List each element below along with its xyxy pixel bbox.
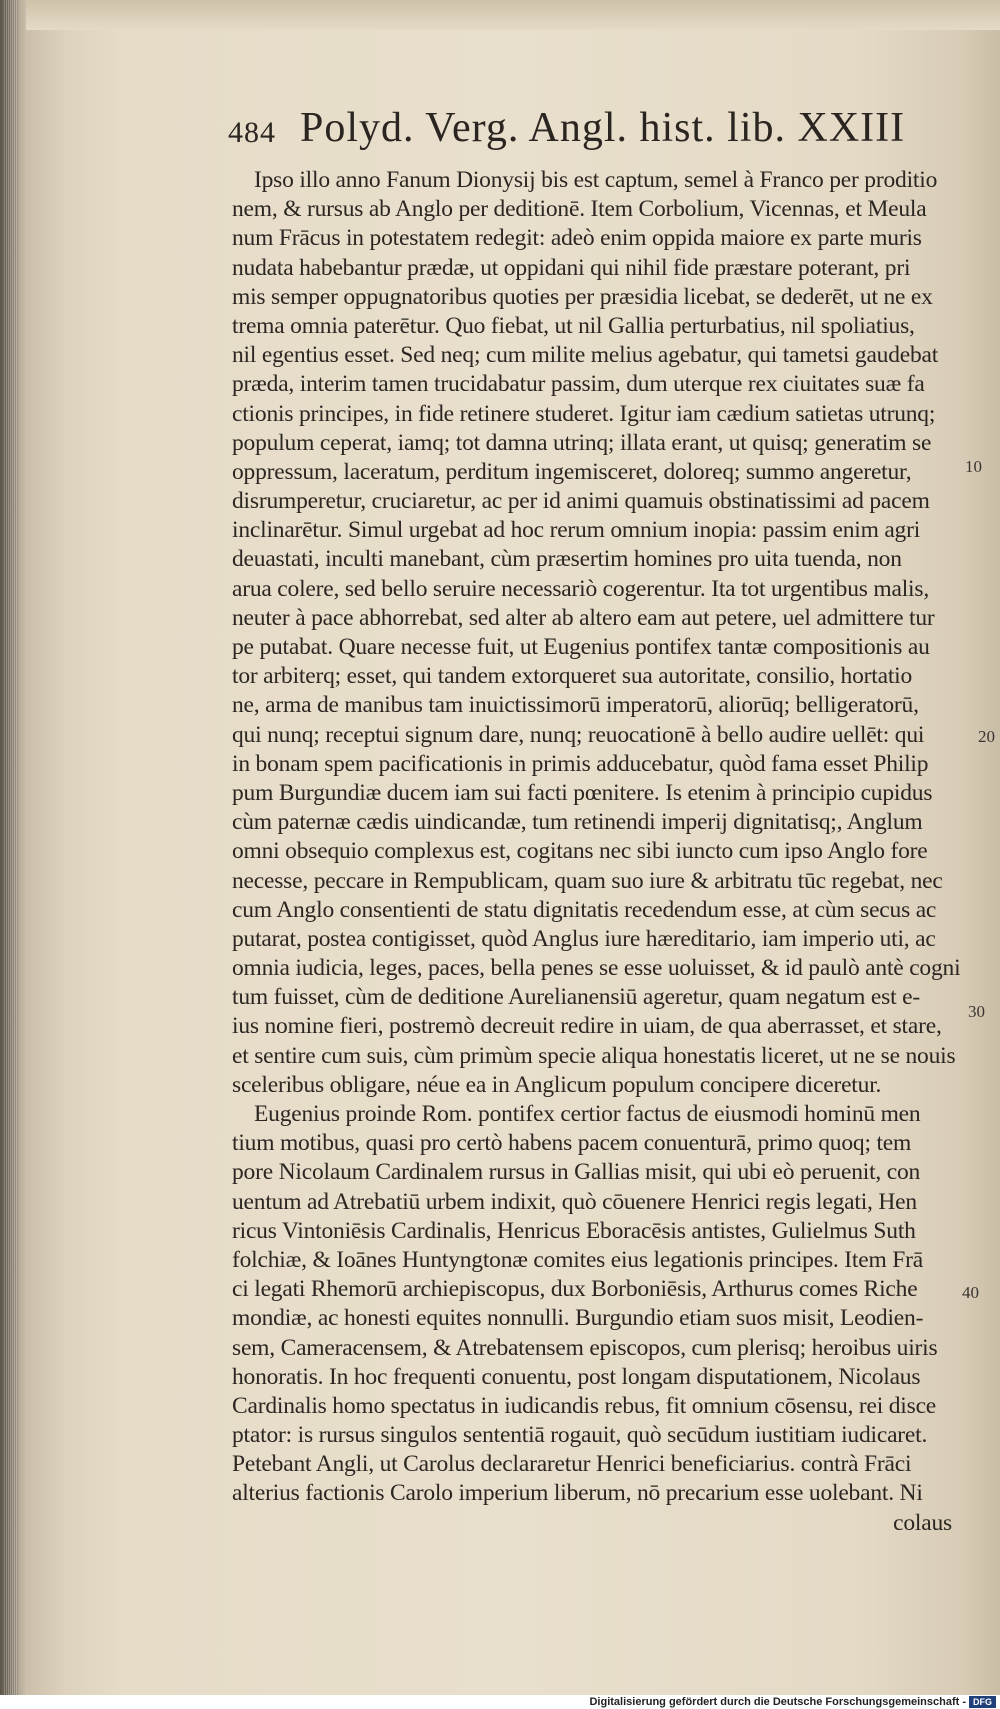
text-line: mis semper oppugnatoribus quoties per præsidia licebat, se dederēt, ut ne ex xyxy=(232,283,933,310)
text-line: Petebant Angli, ut Carolus declararetur Henrici beneficiarius. contrà Frāci xyxy=(232,1451,912,1478)
running-title: Polyd. Verg. Angl. hist. lib. XXIII xyxy=(300,105,906,151)
text-line: ptator: is rursus singulos sententiā rogauit, quò secūdum iustitiam iudicaret. xyxy=(232,1422,928,1449)
text-line: deuastati, inculti manebant, cùm præsertim homines pro uita tuenda, non xyxy=(232,546,902,573)
text-line: tor arbiterq; esset, qui tandem extorqueret sua autoritate, consilio, hortatio xyxy=(232,663,913,690)
text-line: uentum ad Atrebatiū urbem indixit, quò cōuenere Henrici regis legati, Hen xyxy=(232,1188,917,1215)
text-line: sceleribus obligare, néue ea in Anglicum populum concipere diceretur. xyxy=(232,1071,882,1098)
text-line: honoratis. In hoc frequenti conuentu, post longam disputationem, Nicolaus xyxy=(232,1363,921,1390)
text-line: Cardinalis homo spectatus in iudicandis rebus, fit omnium cōsensu, rei disce xyxy=(232,1392,937,1419)
footer-credit: Digitalisierung gefördert durch die Deutsche Forschungsgemeinschaft - xyxy=(589,1696,966,1708)
text-line: Eugenius proinde Rom. pontifex certior factus de eiusmodi hominū men xyxy=(254,1101,921,1127)
text-line: ci legati Rhemorū archiepiscopus, dux Borboniēsis, Arthurus comes Riche xyxy=(232,1276,918,1303)
text-line: arua colere, sed bello seruire necessariò cogerentur. Ita tot urgentibus malis, xyxy=(232,575,929,602)
text-line: cùm paternæ cædis uindicandæ, tum retinendi imperij dignitatisq;, Anglum xyxy=(232,809,923,836)
text-line: nem, & rursus ab Anglo per deditionē. Item Corbolium, Vicennas, et Meula xyxy=(232,196,927,223)
text-line: trema omnia paterētur. Quo fiebat, ut nil Gallia perturbatius, nil spoliatius, xyxy=(232,312,915,339)
text-line: cum Anglo consentienti de statu dignitatis recedendum esse, at cùm secus ac xyxy=(232,896,937,923)
text-line: putarat, postea contigisset, quòd Anglus iure hæreditario, iam imperio uti, ac xyxy=(232,925,936,952)
text-line: ricus Vintoniēsis Cardinalis, Henricus Eboracēsis antistes, Gulielmus Suth xyxy=(232,1217,916,1244)
text-line: Ipso illo anno Fanum Dionysij bis est captum, semel à Franco per proditio xyxy=(254,167,938,193)
margin-line-number: 20 xyxy=(978,727,995,746)
text-line: præda, interim tamen trucidabatur passim, dum uterque rex ciuitates suæ fa xyxy=(232,371,925,398)
text-line: tium motibus, quasi pro certò habens pacem conuenturā, primo quoq; tem xyxy=(232,1130,912,1157)
text-line: et sentire cum suis, cùm primùm specie aliqua honestatis liceret, ut ne se nouis xyxy=(232,1042,956,1069)
text-line: necesse, peccare in Rempublicam, quam suo iure & arbitratu tūc regebat, nec xyxy=(232,867,943,894)
text-line: sem, Cameracensem, & Atrebatensem episcopos, cum plerisq; heroibus uiris xyxy=(232,1334,938,1361)
dfg-logo: DFG xyxy=(969,1696,996,1708)
text-line: oppressum, laceratum, perditum ingemisceret, doloreq; summo angeretur, xyxy=(232,458,912,485)
text-line: nil egentius esset. Sed neq; cum milite melius agebatur, qui tametsi gaudebat xyxy=(232,342,939,369)
text-line: omnia iudicia, leges, paces, bella penes se esse uoluisset, & id paulò antè cogni xyxy=(232,955,961,982)
text-line: pore Nicolaum Cardinalem rursus in Gallias misit, qui ubi eò peruenit, con xyxy=(232,1159,921,1186)
text-line: pum Burgundiæ ducem iam sui facti pœnitere. Is etenim à principio cupidus xyxy=(232,779,933,806)
text-line: omni obsequio complexus est, cogitans nec sibi iuncto cum ipso Anglo fore xyxy=(232,838,928,865)
text-line: populum ceperat, iamq; tot damna utrinq; illata erant, ut quisq; generatim se xyxy=(232,429,932,456)
text-line: disrumperetur, cruciaretur, ac per id animi quamuis obstinatissimi ad pacem xyxy=(232,488,930,515)
text-line: folchiæ, & Ioānes Huntyngtonæ comites eius legationis principes. Item Frā xyxy=(232,1246,923,1273)
text-line: ne, arma de manibus tam inuictissimorū imperatorū, aliorūq; belligeratorū, xyxy=(232,692,919,719)
margin-line-number: 40 xyxy=(962,1283,979,1302)
book-edge xyxy=(0,0,28,1695)
text-line: ctionis principes, in fide retinere studeret. Igitur iam cædium satietas utrunq; xyxy=(232,400,936,427)
page-number: 484 xyxy=(228,116,276,149)
margin-line-number: 30 xyxy=(968,1002,985,1021)
catchword: colaus xyxy=(893,1509,952,1536)
text-line: ius nomine fieri, postremò decreuit redire in uiam, de qua aberrasset, et stare, xyxy=(232,1013,942,1040)
text-line: mondiæ, ac honesti equites nonnulli. Burgundio etiam suos misit, Leodien- xyxy=(232,1305,924,1332)
text-line: in bonam spem pacificationis in primis adducebatur, quòd fama esset Philip xyxy=(232,750,929,777)
text-line: tum fuisset, cùm de deditione Aurelianensiū ageretur, quam negatum est e- xyxy=(232,984,920,1011)
text-line: alterius factionis Carolo imperium liberum, nō precarium esse uolebant. Ni xyxy=(232,1480,923,1507)
text-line: num Frācus in potestatem redegit: adeò enim oppida maiore ex parte muris xyxy=(232,225,922,252)
margin-line-number: 10 xyxy=(965,457,982,476)
text-line: inclinarētur. Simul urgebat ad hoc rerum omnium inopia: passim enim agri xyxy=(232,517,921,544)
body-text xyxy=(232,166,972,1538)
text-line: qui nunq; receptui signum dare, nunq; reuocationē à bello audire uellēt: qui xyxy=(232,721,925,748)
text-line: pe putabat. Quare necesse fuit, ut Eugenius pontifex tantæ compositionis au xyxy=(232,634,930,660)
text-line: nudata habebantur prædæ, ut oppidani qui nihil fide præstare poterant, pri xyxy=(232,254,911,281)
text-line: neuter à pace abhorrebat, sed alter ab altero eam aut petere, uel admittere tur xyxy=(232,604,935,631)
